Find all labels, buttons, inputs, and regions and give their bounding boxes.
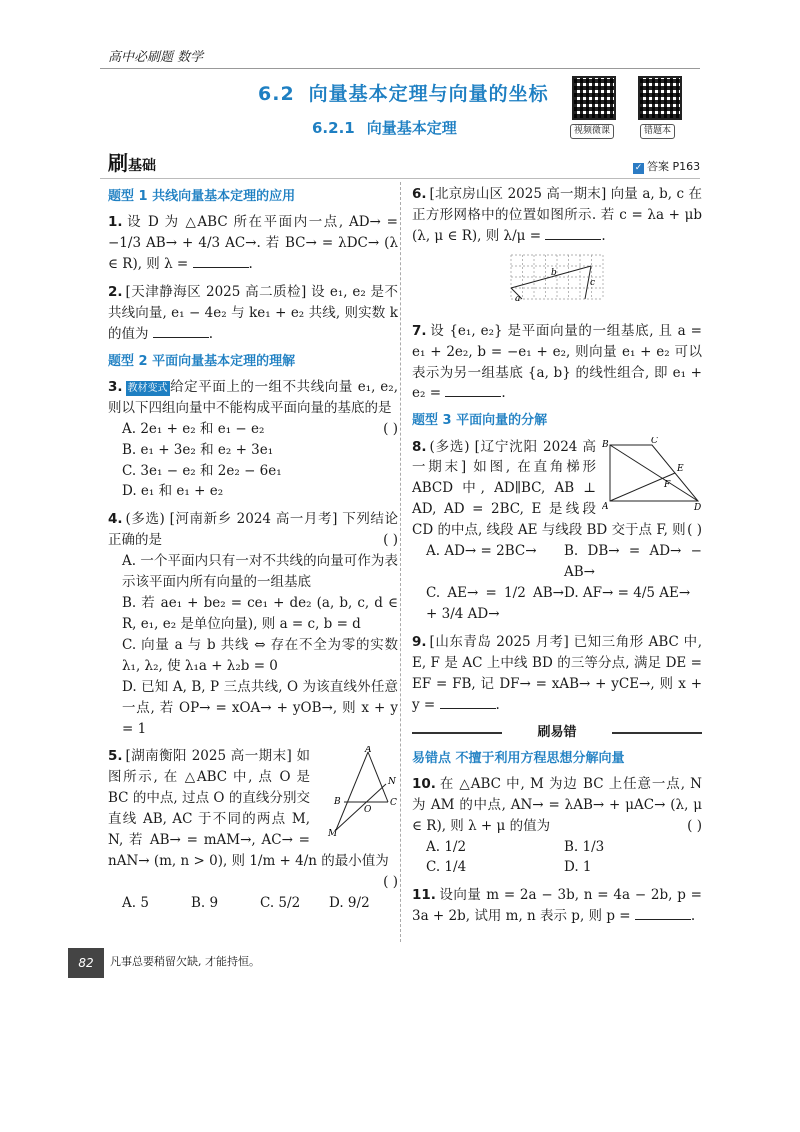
label-b: B [602,439,609,450]
label-a: A [602,501,609,511]
label-b: b [551,267,557,278]
option-a[interactable]: A. 一个平面内只有一对不共线的向量可作为表示该平面内所有向量的一组基底 [122,553,398,591]
option-c[interactable]: C. 3e₁ − e₂ 和 2e₂ − 6e₁ [122,462,282,479]
question-text: 设 {e₁, e₂} 是平面向量的一组基底, 且 a = e₁ + 2e₂, b = −e₁ + e₂, 则向量 e₁ + e₂ 可以表示为另一组基底 {a, b} 的线性组合, 即 e₁ + e₂ = [412,322,702,402]
option-b[interactable]: B. e₁ + 3e₂ 和 e₂ + 3e₁ [122,441,274,458]
footer-motto: 凡事总要稍留欠缺, 才能持恒。 [110,955,260,968]
option-d[interactable]: D. 已知 A, B, P 三点共线, O 为该直线外任意一点, 若 OP→ = xOA→ + yOB→, 则 x + y = 1 [122,678,398,737]
subsection-number: 6.2.1 [312,119,355,137]
answer-blank[interactable] [445,385,501,397]
question-9: 9. [山东青岛 2025 月考] 已知三角形 ABC 中, E, F 是 AC 上中线 BD 的三等分点, 满足 DE = EF = FB, 记 DF→ = xAB→ + yCE→, 则 x + y = . [412,633,702,713]
answer-paren[interactable]: ( ) [383,420,398,437]
options-row-1 [412,837,702,858]
error-point: 易错点 不擅于利用方程思想分解向量 [412,750,625,766]
answer-paren[interactable]: ( ) [687,817,702,834]
option-a[interactable]: A. AD→ = 2BC→ [426,543,537,560]
check-icon: ✓ [634,163,643,173]
qr-label-errors: 错题本 [640,124,675,139]
subsection-title [312,117,457,140]
question-text: 在 △ABC 中, M 为边 BC 上任意一点, N 为 AM 的中点, AN→ = λAB→ + μAC→ (λ, μ ∈ R), 则 λ + μ 的值为 [412,775,702,834]
topic-2: 题型 2 平面向量基本定理的理解 [108,353,296,369]
question-number: 6. [412,186,427,202]
answer-ref-text: 答案 P163 [647,160,701,173]
option-c[interactable]: C. 5/2 [260,894,301,911]
option-d[interactable]: D. AF→ = 4/5 AE→ [564,584,691,601]
answer-blank[interactable] [153,326,209,338]
answer-blank[interactable] [440,697,496,709]
label-o: O [364,805,372,816]
options-row-1 [412,541,702,583]
label-a: A [365,746,372,756]
question-number: 4. [108,511,123,528]
question-text: 设向量 m = 2a − 3b, n = 4a − 2b, p = 3a + 2b, 试用 m, n 表示 p, 则 p = [412,887,702,925]
question-text: [北京房山区 2025 高一期末] 向量 a, b, c 在正方形网格中的位置如图所示. 若 c = λa + μb (λ, μ ∈ R), 则 λ/μ = [412,186,702,244]
option-a[interactable]: A. 5 [122,894,149,911]
segment-bd [610,445,698,501]
running-title: 高中必刷题 数学 [108,50,204,65]
question-4 [108,509,398,739]
label-e: E [677,463,684,474]
triangle-figure [316,746,398,838]
right-column [412,184,702,934]
grid-figure [507,251,607,307]
question-text: (多选) [河南新乡 2024 高一月考] 下列结论正确的是 [108,511,398,549]
brand-sub: 基础 [128,158,156,174]
page-number: 82 [68,948,104,978]
option-c[interactable]: C. 向量 a 与 b 共线 ⇔ 存在不全为零的实数 λ₁, λ₂, 使 λ₁a + λ₂b = 0 [122,636,398,674]
question-text: 设 D 为 △ABC 所在平面内一点, AD→ = −1/3 AB→ + 4/3 AC→. 若 BC→ = λDC→ (λ ∈ R), 则 λ = [108,214,398,272]
label-d: D [694,502,702,511]
option-d[interactable]: D. 9/2 [329,894,370,911]
question-number: 10. [412,775,436,792]
question-6: 6. [北京房山区 2025 高一期末] 向量 a, b, c 在正方形网格中的位置如图所示. 若 c = λa + μb (λ, μ ∈ R), 则 λ/μ = . a b c [412,184,702,314]
answer-paren[interactable]: ( ) [687,522,702,539]
brand-mark: 刷 [108,151,128,175]
topic-1: 题型 1 共线向量基本定理的应用 [108,189,296,204]
header-rule [100,68,700,69]
qr-code-errors[interactable] [638,76,682,120]
question-number: 2. [108,283,123,300]
answer-paren[interactable]: ( ) [383,532,398,549]
option-a[interactable]: A. 1/2 [426,838,467,855]
question-5 [108,746,398,913]
answer-blank[interactable] [545,228,601,240]
question-text: (多选) [辽宁沈阳 2024 高一期末] 如图, 在直角梯形 ABCD 中, AD∥BC, AB ⊥ AD, AD = 2BC, E 是线段 CD 的中点, 线段 AE 与线段 BD 交于点 F, 则 [412,438,686,539]
option-c[interactable]: C. AE→ = 1/2 AB→ + 3/4 AD→ [426,584,564,622]
label-f: F [664,479,671,490]
question-number: 7. [412,322,427,339]
label-b: B [334,797,341,808]
question-11: 11. 设向量 m = 2a − 3b, n = 4a − 2b, p = 3a + 2b, 试用 m, n 表示 p, 则 p = . [412,887,702,925]
answer-blank[interactable] [635,908,691,920]
question-number: 1. [108,214,123,231]
textbook-tag: 教材变式 [126,381,170,397]
section-number: 6.2 [258,83,295,105]
left-column [108,184,398,921]
topic-3: 题型 3 平面向量的分解 [412,413,548,429]
label-c: C [390,798,397,809]
question-text: [山东青岛 2025 月考] 已知三角形 ABC 中, E, F 是 AC 上中线 BD 的三等分点, 满足 DE = EF = FB, 记 DF→ = xAB→ + yCE→, 则 x + y = [412,633,702,713]
option-b[interactable]: B. 9 [191,894,219,911]
line-am [336,752,368,830]
label-a: a [515,293,521,304]
answer-reference [633,158,700,175]
answer-paren[interactable]: ( ) [383,874,398,891]
section-brand [108,148,156,179]
question-10 [412,774,702,879]
answer-blank[interactable] [193,256,249,268]
option-b[interactable]: B. 若 ae₁ + be₂ = ce₁ + de₂ (a, b, c, d ∈ R, e₁, e₂ 是单位向量), 则 a = c, b = d [122,595,398,632]
qr-code-video[interactable] [572,76,616,120]
options-row [108,893,398,914]
line-ac [368,752,388,802]
error-section-title: 刷易错 [412,723,702,743]
column-divider [400,182,401,942]
label-n: N [388,777,396,788]
label-c: C [651,436,658,446]
question-text: 给定平面上的一组不共线向量 e₁, e₂, 则以下四组向量中不能构成平面向量的基底的是 [108,378,398,416]
trapezoid-figure [602,437,702,511]
section-title [258,80,549,109]
question-3 [108,377,398,503]
question-7: 7. 设 {e₁, e₂} 是平面向量的一组基底, 且 a = e₁ + 2e₂, b = −e₁ + e₂, 则向量 e₁ + e₂ 可以表示为另一组基底 {a, b} 的线性组合, 即 e₁ + e₂ = . [412,322,702,402]
question-number: 9. [412,633,427,650]
option-b[interactable]: B. DB→ = AD→ − AB→ [564,543,702,581]
option-b[interactable]: B. 1/3 [564,838,605,855]
question-text: [天津静海区 2025 高二质检] 设 e₁, e₂ 是不共线向量, e₁ − 4e₂ 与 ke₁ + e₂ 共线, 则实数 k 的值为 [108,283,398,342]
options-row-2 [412,857,702,878]
option-c[interactable]: C. 1/4 [426,859,467,876]
section-title-text: 向量基本定理与向量的坐标 [308,83,549,105]
question-2: 2. [天津静海区 2025 高二质检] 设 e₁, e₂ 是不共线向量, e₁ − 4e₂ 与 ke₁ + e₂ 共线, 则实数 k 的值为 . [108,283,398,342]
question-number: 11. [412,887,436,904]
option-d[interactable]: D. 1 [564,859,592,876]
question-number: 5. [108,748,123,765]
qr-label-video: 视频微课 [570,124,614,139]
option-a[interactable]: A. 2e₁ + e₂ 和 e₁ − e₂ [122,420,265,437]
section-rule [100,178,700,179]
question-number: 3. [108,378,123,395]
question-number: 8. [412,438,427,455]
line-mn [336,784,386,830]
subsection-title-text: 向量基本定理 [366,119,457,137]
label-c: c [590,277,596,288]
label-m: M [328,829,338,839]
options-row-2 [412,583,702,625]
question-1: 1. 设 D 为 △ABC 所在平面内一点, AD→ = −1/3 AB→ + 4/3 AC→. 若 BC→ = λDC→ (λ ∈ R), 则 λ = . [108,214,398,272]
question-8 [412,437,702,625]
option-d[interactable]: D. e₁ 和 e₁ + e₂ [122,483,224,500]
question-text: [湖南衡阳 2025 高一期末] 如图所示, 在 △ABC 中, 点 O 是 BC 的中点, 过点 O 的直线分别交直线 AB, AC 于不同的两点 M, N, 若 AB→ = mAM→, AC→ = nAN→ (m, n > 0), 则 1/m + 4/n 的最小值为 [108,748,389,870]
